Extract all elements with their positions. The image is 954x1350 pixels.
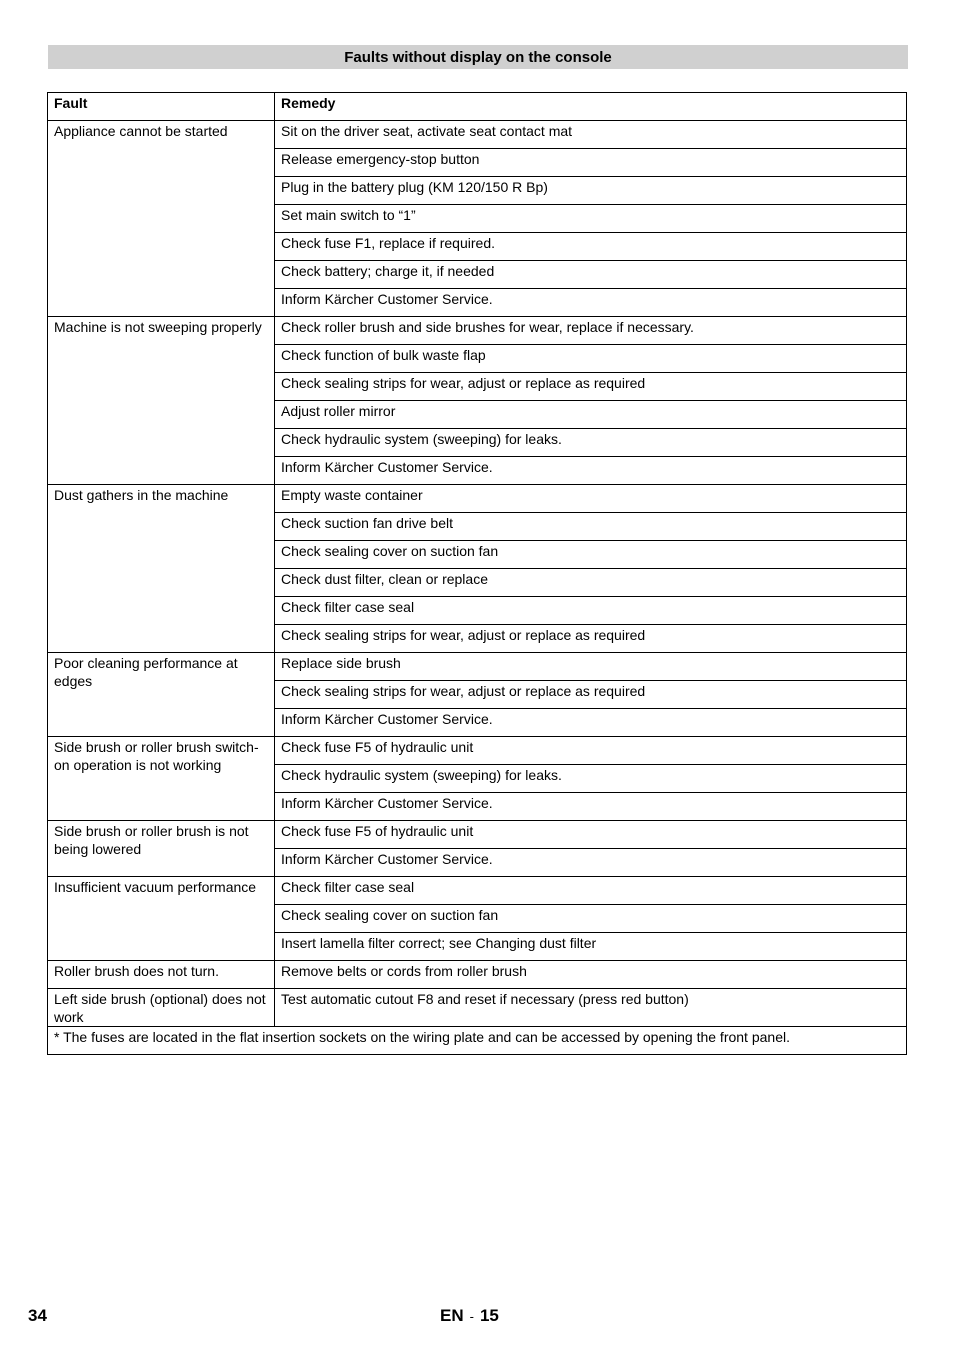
remedy-cell: Check sealing cover on suction fan (275, 905, 907, 933)
remedy-cell: Check suction fan drive belt (275, 513, 907, 541)
fault-cell: Dust gathers in the machine (48, 485, 275, 653)
table-row (48, 653, 907, 681)
table-row (48, 961, 907, 989)
faults-table (47, 92, 907, 1055)
remedy-cell: Check dust filter, clean or replace (275, 569, 907, 597)
remedy-column-header: Remedy (275, 93, 907, 121)
section-title: Faults without display on the console (48, 45, 908, 69)
fault-cell: Side brush or roller brush is not being lowered (48, 821, 275, 877)
remedy-cell: Check function of bulk waste flap (275, 345, 907, 373)
footer-separator: - (469, 1309, 474, 1324)
table-row (48, 821, 907, 849)
remedy-cell: Check sealing cover on suction fan (275, 541, 907, 569)
fault-cell: Machine is not sweeping properly (48, 317, 275, 485)
remedy-cell: Check fuse F5 of hydraulic unit (275, 737, 907, 765)
table-row (48, 989, 907, 1027)
remedy-cell: Adjust roller mirror (275, 401, 907, 429)
remedy-cell: Replace side brush (275, 653, 907, 681)
footnote: * The fuses are located in the flat insertion sockets on the wiring plate and can be accessed by opening the front panel. (48, 1027, 907, 1055)
page-number: 34 (28, 1306, 47, 1325)
remedy-cell: Check sealing strips for wear, adjust or replace as required (275, 373, 907, 401)
remedy-cell: Check filter case seal (275, 597, 907, 625)
fault-cell: Side brush or roller brush switch-on operation is not working (48, 737, 275, 821)
fault-cell: Insufficient vacuum performance (48, 877, 275, 961)
remedy-cell: Check roller brush and side brushes for wear, replace if necessary. (275, 317, 907, 345)
remedy-cell: Insert lamella filter correct; see Changing dust filter (275, 933, 907, 961)
remedy-cell: Inform Kärcher Customer Service. (275, 849, 907, 877)
remedy-cell: Check hydraulic system (sweeping) for leaks. (275, 429, 907, 457)
table-row (48, 317, 907, 345)
remedy-cell: Check sealing strips for wear, adjust or replace as required (275, 681, 907, 709)
table-row (48, 121, 907, 149)
footer-language-page (440, 1306, 499, 1326)
fault-cell: Roller brush does not turn. (48, 961, 275, 989)
table-row (48, 485, 907, 513)
remedy-cell: Check battery; charge it, if needed (275, 261, 907, 289)
faults-table-body (48, 121, 907, 1055)
remedy-cell: Release emergency-stop button (275, 149, 907, 177)
fault-cell: Left side brush (optional) does not work (48, 989, 275, 1027)
remedy-cell: Inform Kärcher Customer Service. (275, 289, 907, 317)
remedy-cell: Empty waste container (275, 485, 907, 513)
remedy-cell: Check fuse F1, replace if required. (275, 233, 907, 261)
remedy-cell: Remove belts or cords from roller brush (275, 961, 907, 989)
remedy-cell: Sit on the driver seat, activate seat contact mat (275, 121, 907, 149)
remedy-cell: Test automatic cutout F8 and reset if necessary (press red button) (275, 989, 907, 1027)
table-header-row (48, 93, 907, 121)
footer-language: EN (440, 1306, 464, 1325)
remedy-cell: Check fuse F5 of hydraulic unit (275, 821, 907, 849)
remedy-cell: Inform Kärcher Customer Service. (275, 709, 907, 737)
remedy-cell: Check filter case seal (275, 877, 907, 905)
fault-column-header: Fault (48, 93, 275, 121)
footer-section-page: 15 (479, 1306, 499, 1325)
fault-cell: Appliance cannot be started (48, 121, 275, 317)
remedy-cell: Plug in the battery plug (KM 120/150 R Bp) (275, 177, 907, 205)
footnote-row (48, 1027, 907, 1055)
remedy-cell: Check sealing strips for wear, adjust or replace as required (275, 625, 907, 653)
remedy-cell: Set main switch to “1” (275, 205, 907, 233)
remedy-cell: Inform Kärcher Customer Service. (275, 793, 907, 821)
remedy-cell: Check hydraulic system (sweeping) for leaks. (275, 765, 907, 793)
fault-cell: Poor cleaning performance at edges (48, 653, 275, 737)
table-row (48, 877, 907, 905)
remedy-cell: Inform Kärcher Customer Service. (275, 457, 907, 485)
table-row (48, 737, 907, 765)
